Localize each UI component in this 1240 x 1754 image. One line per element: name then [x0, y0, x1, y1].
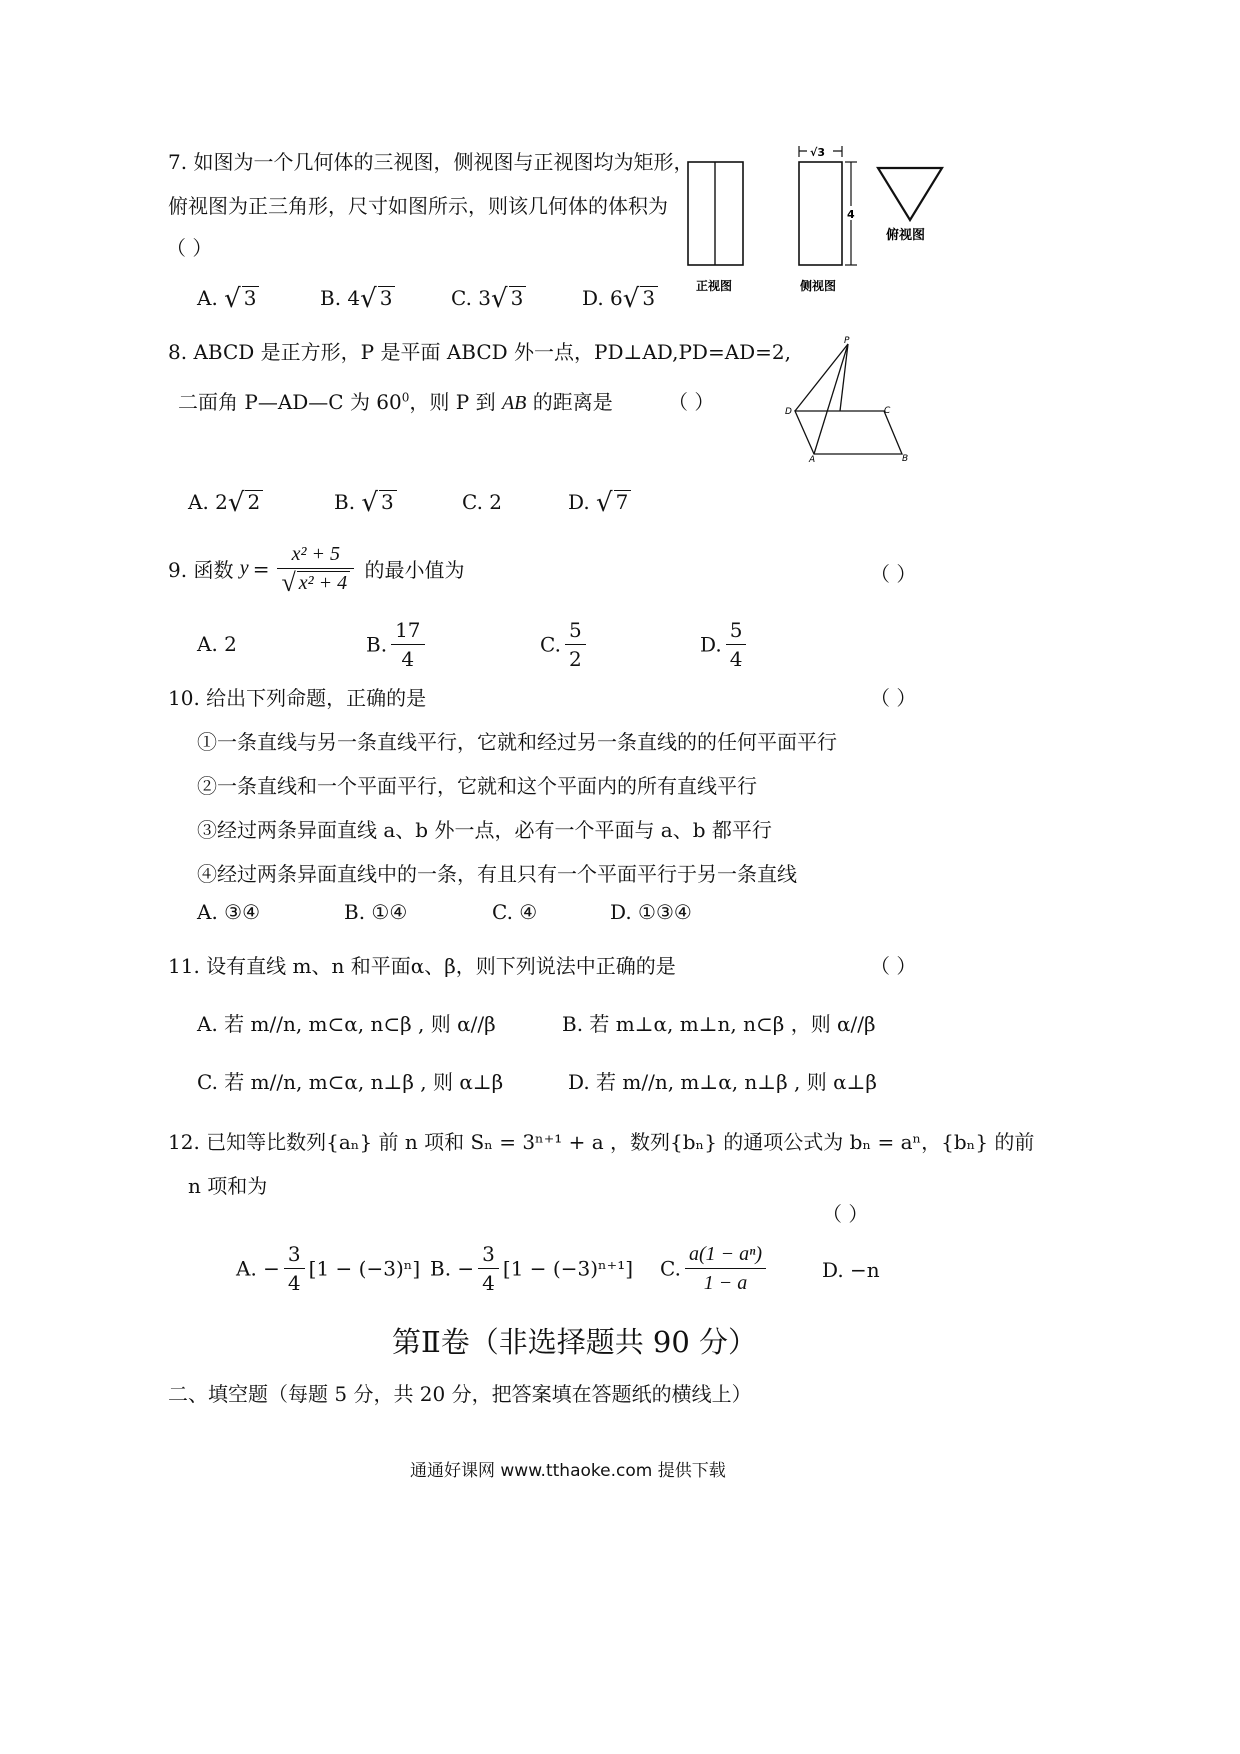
q9-option-b-denominator: 4 — [391, 644, 424, 673]
q12-option-c-label: C. — [660, 1256, 681, 1281]
q12-option-d: D. −n — [822, 1258, 880, 1282]
q12-option-b-rest: [1 − (−3)ⁿ⁺¹] — [502, 1256, 634, 1281]
q12-option-a-denominator: 4 — [287, 1271, 301, 1295]
side-view-height-label: 4 — [847, 208, 855, 221]
q12-line2: n 项和为 — [188, 1174, 268, 1198]
q9-denominator-radicand: x² + 4 — [297, 571, 350, 594]
q8-option-a: A. 2√ 2 — [188, 488, 263, 518]
q9-option-d — [700, 616, 750, 673]
q7-option-c-radicand: 3 — [509, 286, 527, 309]
q9-option-c-label: C. — [540, 632, 561, 657]
q10-statement-1: ①一条直线与另一条直线平行，它就和经过另一条直线的的任何平面平行 — [197, 730, 837, 754]
side-view-rect — [799, 162, 842, 265]
q8-line2-part3: 的距离是 — [526, 390, 613, 414]
q7-option-d-radicand: 3 — [640, 286, 658, 309]
q9-prefix: 9. 函数 — [168, 558, 240, 582]
base-square-abcd — [795, 411, 902, 454]
q12-option-c — [660, 1240, 770, 1297]
q8-option-d: D. √ 7 — [568, 488, 631, 518]
q8-option-c — [462, 490, 502, 514]
q12-option-b — [430, 1240, 633, 1297]
q7-option-a: A. √ 3 — [197, 284, 259, 314]
edge-pa — [814, 344, 848, 454]
q8-line2-segment-ab: AB — [501, 392, 527, 414]
q9-option-c-denominator: 2 — [565, 644, 586, 673]
q8-option-d-radicand: 7 — [614, 490, 632, 513]
side-view-width-label: √3 — [810, 146, 825, 159]
q9-y: y — [239, 557, 249, 579]
q9-option-b-label: B. — [366, 632, 388, 657]
page-footer: 通通好课网 www.tthaoke.com 提供下载 — [410, 1461, 726, 1481]
q8-pyramid-figure — [780, 334, 920, 464]
q10-statement-3: ③经过两条异面直线 a、b 外一点，必有一个平面与 a、b 都平行 — [197, 818, 772, 842]
vertex-d-label: D — [785, 407, 792, 417]
q7-option-a-label: A. — [197, 286, 225, 310]
q12-option-c-denominator: 1 − a — [703, 1272, 748, 1294]
q7-line2: 俯视图为正三角形，尺寸如图所示，则该几何体的体积为 — [168, 194, 668, 218]
q9-option-d-numerator: 5 — [729, 618, 743, 642]
q12-option-a-numerator: 3 — [284, 1240, 305, 1269]
q7-option-b-radicand: 3 — [378, 286, 396, 309]
section-title: 第Ⅱ卷（非选择题共 90 分） — [392, 1325, 758, 1359]
q9-option-d-denominator: 4 — [726, 644, 747, 673]
q9-suffix: 的最小值为 — [358, 558, 465, 582]
q11-answer-bracket: （ ） — [870, 954, 917, 978]
q8-option-a-radicand: 2 — [245, 490, 263, 513]
q12-answer-bracket: （ ） — [822, 1202, 869, 1226]
q9-option-c-numerator: 5 — [568, 618, 582, 642]
q8-answer-bracket: （ ） — [668, 390, 715, 414]
q7-answer-bracket: （ ） — [166, 236, 213, 260]
edge-pc — [840, 344, 848, 411]
q9-fraction — [277, 540, 354, 597]
q8-option-c-label: C. 2 — [462, 490, 503, 514]
top-view-triangle — [878, 168, 942, 220]
q8-option-b-label: B. — [334, 490, 362, 514]
q10-option-c: C. ④ — [492, 900, 538, 924]
q8-line2 — [178, 386, 613, 415]
q10-answer-bracket: （ ） — [870, 686, 917, 710]
q10-option-d: D. ①③④ — [610, 900, 692, 924]
q11-option-d: D. 若 m//n, m⊥α, n⊥β , 则 α⊥β — [568, 1070, 877, 1094]
q7-option-d-label: D. 6 — [582, 286, 623, 310]
q9-option-b-numerator: 17 — [395, 618, 421, 642]
q11-stem: 11. 设有直线 m、n 和平面α、β，则下列说法中正确的是 — [168, 954, 676, 978]
q7-option-d: D. 6√ 3 — [582, 284, 658, 314]
q11-option-b: B. 若 m⊥α, m⊥n, n⊂β ，则 α//β — [562, 1012, 876, 1036]
q9-answer-bracket: （ ） — [870, 562, 917, 586]
front-view-label: 正视图 — [696, 279, 733, 293]
q8-line1: 8. ABCD 是正方形，P 是平面 ABCD 外一点，PD⊥AD,PD=AD=2, — [168, 340, 792, 364]
top-view-label: 俯视图 — [886, 228, 926, 243]
q12-option-a-label: A. − — [236, 1256, 280, 1281]
q8-option-b-radicand: 3 — [379, 490, 397, 513]
vertex-b-label: B — [902, 454, 909, 464]
q7-option-c-label: C. 3 — [451, 286, 492, 310]
q8-option-d-label: D. — [568, 490, 597, 514]
section-subtitle: 二、填空题（每题 5 分，共 20 分，把答案填在答题纸的横线上） — [168, 1382, 752, 1406]
q9-stem: 9. 函数 y = $\frac{\text{x² + 5}}{\text{√ x² + 4}}$ 的最小值为 — [168, 540, 464, 597]
q12-option-c-numerator: a(1 − aⁿ) — [685, 1240, 766, 1269]
q9-option-a: A. 2 — [197, 632, 237, 656]
q10-option-b: B. ①④ — [344, 900, 408, 924]
q12-option-b-denominator: 4 — [482, 1271, 495, 1295]
vertex-c-label: C — [884, 406, 891, 416]
q7-three-view-figure — [676, 140, 966, 300]
q9-numerator: x² + 5 — [277, 540, 354, 569]
q11-option-a: A. 若 m//n, m⊂α, n⊂β , 则 α//β — [197, 1012, 496, 1036]
side-view-label: 侧视图 — [800, 279, 837, 293]
q9-option-d-label: D. — [700, 632, 722, 657]
q12-option-a — [236, 1240, 420, 1297]
q8-option-a-label: A. 2 — [188, 490, 228, 514]
q12-option-b-label: B. − — [430, 1256, 475, 1281]
q7-line1: 7. 如图为一个几何体的三视图，侧视图与正视图均为矩形， — [168, 150, 694, 174]
q8-degree-superscript: 0 — [401, 390, 410, 405]
q8-line2-part1: 二面角 P—AD—C 为 60 — [178, 390, 402, 414]
q12-line1: 12. 已知等比数列{aₙ} 前 n 项和 Sₙ = 3ⁿ⁺¹ + a ，数列{bₙ} 的通项公式为 bₙ = aⁿ，{bₙ} 的前 — [168, 1130, 1035, 1154]
q12-option-b-numerator: 3 — [478, 1240, 499, 1269]
q12-option-a-rest: [1 − (−3)ⁿ] — [308, 1256, 421, 1281]
q9-option-c — [540, 616, 590, 673]
q10-statement-2: ②一条直线和一个平面平行，它就和这个平面内的所有直线平行 — [197, 774, 757, 798]
q11-option-c: C. 若 m//n, m⊂α, n⊥β , 则 α⊥β — [197, 1070, 504, 1094]
q7-option-a-radicand: 3 — [242, 286, 260, 309]
vertex-p-label: P — [844, 336, 850, 346]
q10-option-a: A. ③④ — [197, 900, 261, 924]
q9-denominator: √ x² + 4 — [277, 569, 354, 597]
q7-option-c: C. 3√ 3 — [451, 284, 526, 314]
q8-option-b: B. √ 3 — [334, 488, 397, 518]
vertex-a-label: A — [809, 455, 816, 464]
edge-pd — [795, 344, 848, 411]
q10-stem: 10. 给出下列命题，正确的是 — [168, 686, 427, 710]
q9-option-b — [366, 616, 429, 673]
q7-option-b: B. 4√ 3 — [320, 284, 395, 314]
q7-option-b-label: B. 4 — [320, 286, 361, 310]
q8-line2-part2: ，则 P 到 — [409, 390, 502, 414]
q10-statement-4: ④经过两条异面直线中的一条，有且只有一个平面平行于另一条直线 — [197, 862, 797, 886]
